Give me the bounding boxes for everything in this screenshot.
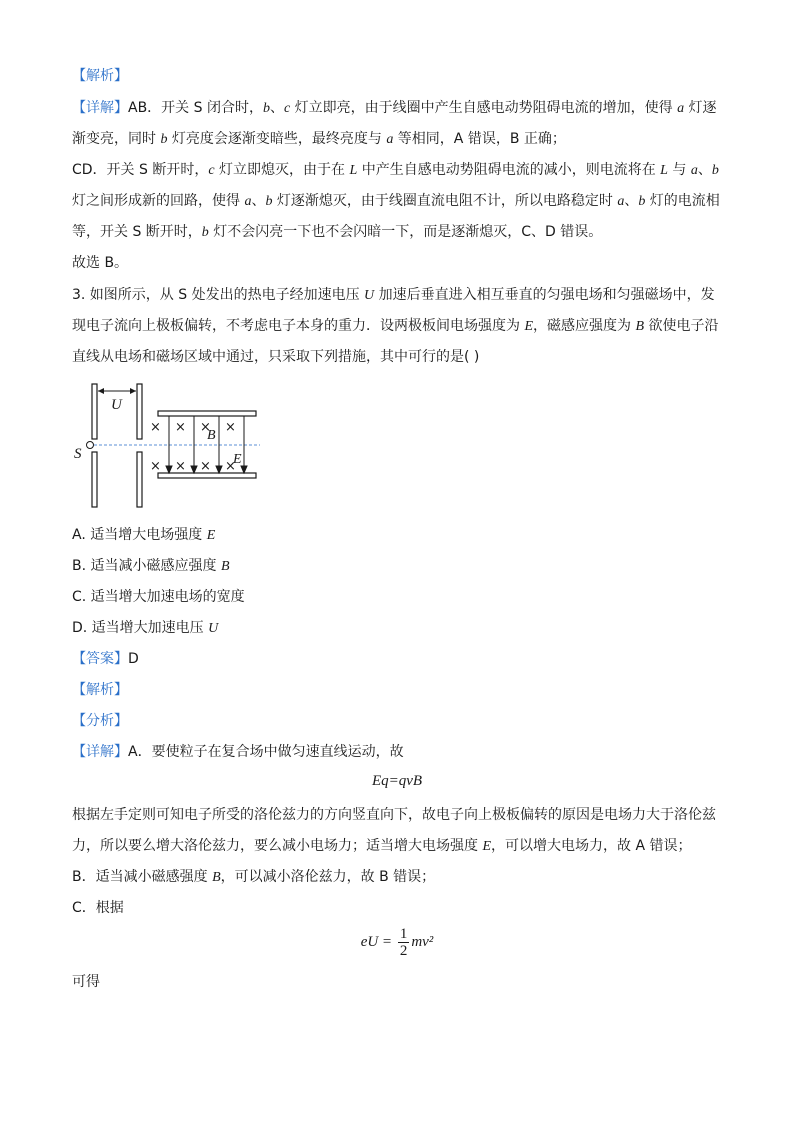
- field-diagram: [70, 378, 270, 513]
- text-span: ，可以增大电场力，故 A 错误；: [491, 838, 692, 854]
- var-b: b: [711, 163, 719, 178]
- answer-line: [72, 649, 139, 669]
- text-span: 中产生自感电动势阻碍电流的减小，则电流将在: [357, 162, 661, 178]
- detail-line-5: [72, 222, 602, 243]
- var-c: c: [283, 101, 291, 116]
- var-B: B: [212, 870, 221, 885]
- cross-mark: ×: [150, 420, 161, 435]
- text-span: CD．开关 S 断开时，: [72, 162, 209, 178]
- detail-tag: 【详解】: [72, 100, 128, 116]
- upper-field-plate: [158, 411, 256, 416]
- label-S: S: [74, 446, 82, 462]
- cross-mark: ×: [200, 420, 211, 435]
- var-B: B: [220, 559, 230, 574]
- cross-mark: ×: [175, 420, 186, 435]
- text-span: 、: [624, 193, 639, 209]
- question-line-3: 直线从电场和磁场区域中通过，只采取下列措施，其中可行的是( ): [72, 349, 480, 365]
- text-span: ，磁感应强度为: [533, 318, 636, 334]
- text-span: 加速后垂直进入相互垂直的匀强电场和匀强磁场中，发: [374, 287, 715, 303]
- text-span: B. 适当减小磁感应强度: [72, 558, 221, 574]
- var-a: a: [386, 132, 394, 147]
- var-L: L: [660, 163, 668, 178]
- text-span: 、: [697, 162, 712, 178]
- question-line-2: [72, 316, 718, 337]
- text-span: AB．开关 S 闭合时，: [128, 100, 263, 116]
- fraction-numerator: 1: [399, 926, 408, 942]
- text-span: 灯逐渐熄灭，由于线圈直流电阻不计，所以电路稳定时: [272, 193, 618, 209]
- var-a: a: [617, 194, 625, 209]
- conclusion-line: 故选 B。: [72, 255, 129, 271]
- cross-mark: ×: [200, 459, 211, 474]
- var-U: U: [364, 288, 375, 303]
- cross-mark: ×: [175, 459, 186, 474]
- detail-line-a: [72, 742, 404, 762]
- option-d: [72, 618, 218, 639]
- detail-line-4: [72, 191, 720, 212]
- var-a: a: [244, 194, 252, 209]
- label-E: E: [233, 452, 242, 467]
- text-span: 现电子流向上极板偏转，不考虑电子本身的重力．设两极板间电场强度为: [72, 318, 525, 334]
- var-E: E: [524, 319, 534, 334]
- left-plate-top: [92, 384, 97, 439]
- text-span: 灯逐: [684, 100, 717, 116]
- text-span: 灯之间形成新的回路，使得: [72, 193, 245, 209]
- text-span: 力，所以要么增大洛伦兹力，要么减小电场力；适当增大电场强度: [72, 838, 483, 854]
- text-span: 欲使电子沿: [644, 318, 719, 334]
- cross-mark: ×: [150, 459, 161, 474]
- formula-force-balance: Eq=qvB: [371, 773, 423, 789]
- label-U: U: [111, 397, 122, 413]
- var-E: E: [206, 528, 216, 543]
- var-b: b: [201, 225, 209, 240]
- answer-tag: 【答案】: [72, 651, 128, 667]
- var-L: L: [349, 163, 358, 178]
- var-c: c: [208, 163, 215, 178]
- reason-line-3: [72, 867, 435, 888]
- detail-line-3: [72, 160, 719, 181]
- right-plate-bottom: [137, 452, 142, 507]
- reason-line-4: C．根据: [72, 900, 124, 916]
- question-line-1: [72, 285, 715, 306]
- var-b: b: [638, 194, 646, 209]
- var-b: b: [160, 132, 168, 147]
- text-span: 等相同，A 错误，B 正确；: [393, 131, 566, 147]
- text-span: A．要使粒子在复合场中做匀速直线运动，故: [128, 744, 404, 760]
- var-a: a: [677, 101, 685, 116]
- option-b: [72, 556, 230, 577]
- text-span: 灯的电流相: [645, 193, 720, 209]
- text-span: ，可以减小洛伦兹力，故 B 错误；: [220, 869, 436, 885]
- analysis-heading-2: 【解析】: [72, 682, 128, 698]
- right-plate-top: [137, 384, 142, 439]
- text-span: 、: [269, 100, 284, 116]
- detail-tag: 【详解】: [72, 744, 128, 760]
- text-span: A. 适当增大电场强度: [72, 527, 207, 543]
- result-line: 可得: [72, 974, 100, 990]
- var-a: a: [690, 163, 698, 178]
- label-B: B: [207, 428, 216, 443]
- text-span: 灯立即熄灭，由于在: [214, 162, 350, 178]
- formula-rhs: mv²: [411, 933, 434, 950]
- left-plate-bottom: [92, 452, 97, 507]
- cross-mark: ×: [225, 459, 236, 474]
- answer-value: D: [128, 651, 139, 667]
- var-B: B: [635, 319, 645, 334]
- text-span: 3. 如图所示，从 S 处发出的热电子经加速电压: [72, 287, 365, 303]
- text-span: 灯亮度会逐渐变暗些，最终亮度与: [167, 131, 387, 147]
- detail-line-1: [72, 98, 717, 119]
- var-b: b: [262, 101, 270, 116]
- text-span: B．适当减小磁感强度: [72, 869, 213, 885]
- source-S: [87, 442, 94, 449]
- option-a: [72, 525, 215, 546]
- analysis-heading: 【解析】: [72, 68, 128, 84]
- analysis-sub-heading: 【分析】: [72, 713, 128, 729]
- reason-line-1: 根据左手定则可知电子所受的洛伦兹力的方向竖直向下，故电子向上极板偏转的原因是电场力大于洛伦兹: [72, 807, 716, 823]
- text-span: 与: [667, 162, 691, 178]
- text-span: D. 适当增大加速电压: [72, 620, 209, 636]
- text-span: 、: [251, 193, 266, 209]
- text-span: 灯立即亮，由于线圈中产生自感电动势阻碍电流的增加，使得: [290, 100, 678, 116]
- formula-energy: [0, 926, 794, 959]
- text-span: 渐变亮，同时: [72, 131, 161, 147]
- formula-lhs: eU =: [360, 933, 396, 950]
- var-b: b: [265, 194, 273, 209]
- detail-line-2: [72, 129, 566, 150]
- var-E: E: [482, 839, 492, 854]
- text-span: 等，开关 S 断开时，: [72, 224, 202, 240]
- text-span: 灯不会闪亮一下也不会闪暗一下，而是逐渐熄灭，C、D 错误。: [208, 224, 603, 240]
- fraction-half: [398, 926, 410, 959]
- option-c: C. 适当增大加速电场的宽度: [72, 589, 245, 605]
- cross-mark: ×: [225, 420, 236, 435]
- reason-line-2: [72, 836, 692, 857]
- fraction-denominator: 2: [399, 943, 408, 959]
- var-U: U: [208, 621, 219, 636]
